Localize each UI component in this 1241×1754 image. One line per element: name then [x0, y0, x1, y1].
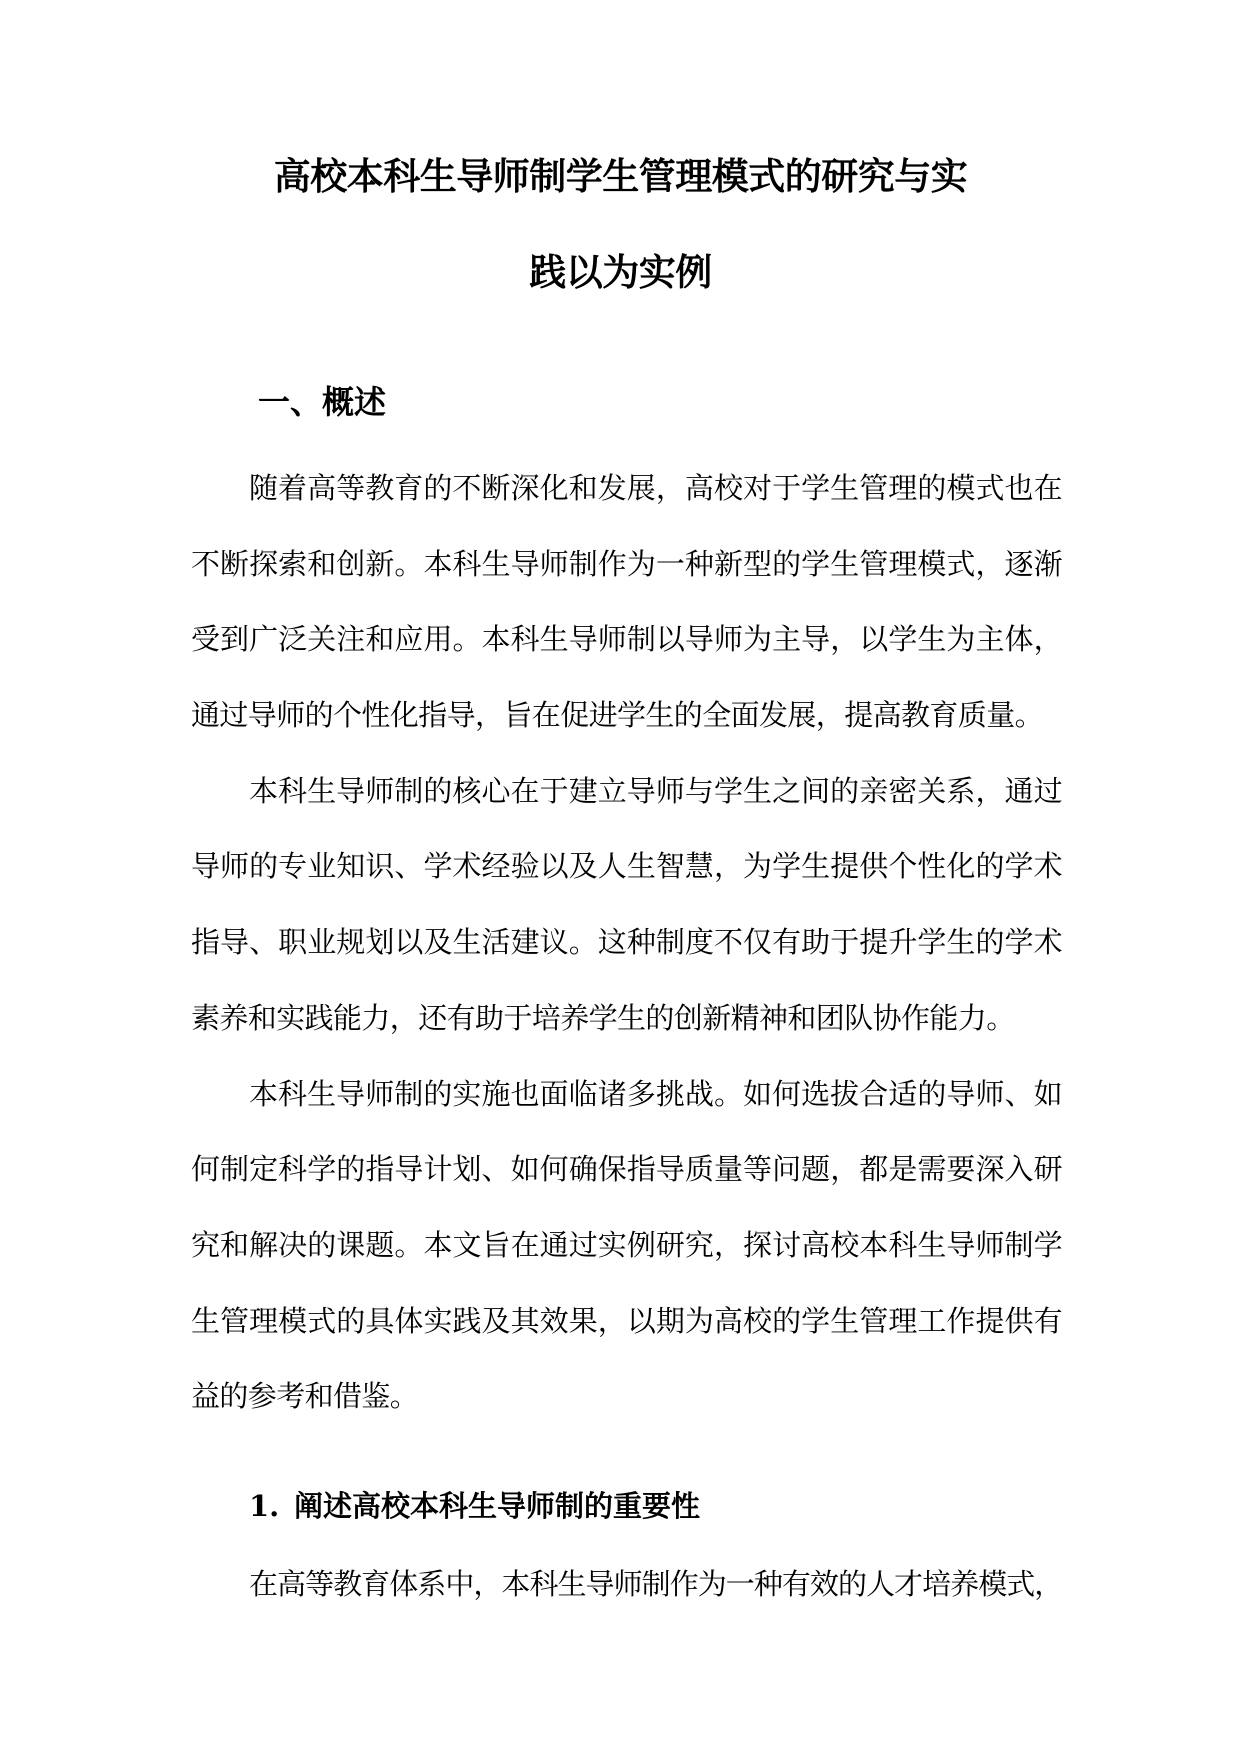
text-line: 通过导师的个性化指导，旨在促进学生的全面发展，提高教育质量。: [191, 698, 1044, 733]
text-line: 生管理模式的具体实践及其效果，以期为高校的学生管理工作提供有: [191, 1303, 1062, 1338]
paragraph: [191, 1057, 1062, 1435]
text-line: 本科生导师制的核心在于建立导师与学生之间的亲密关系，通过: [249, 773, 1062, 808]
text-line: 受到广泛关注和应用。本科生导师制以导师为主导，以学生为主体，: [191, 622, 1062, 657]
paragraph: [191, 1547, 1062, 1623]
subsection-number: 1.: [249, 1489, 280, 1523]
text-line: 指导、职业规划以及生活建议。这种制度不仅有助于提升学生的学术: [191, 925, 1062, 960]
text-line: 不断探索和创新。本科生导师制作为一种新型的学生管理模式，逐渐: [191, 546, 1062, 581]
subsection-title: 阐述高校本科生导师制的重要性: [294, 1489, 701, 1523]
text-line: 素养和实践能力，还有助于培养学生的创新精神和团队协作能力。: [191, 1000, 1015, 1035]
document-title: [0, 128, 1241, 320]
section-body: [191, 1547, 1062, 1623]
text-line: 何制定科学的指导计划、如何确保指导质量等问题，都是需要深入研: [191, 1152, 1062, 1187]
section-body: [191, 451, 1062, 1435]
text-line: 益的参考和借鉴。: [191, 1379, 419, 1414]
text-line: 在高等教育体系中，本科生导师制作为一种有效的人才培养模式，: [249, 1567, 1062, 1601]
title-line: 高校本科生导师制学生管理模式的研究与实: [273, 154, 968, 198]
text-line: 导师的专业知识、学术经验以及人生智慧，为学生提供个性化的学术: [191, 849, 1062, 884]
paragraph: [191, 451, 1062, 754]
title-line: 践以为实例: [529, 250, 712, 294]
text-line: 究和解决的课题。本文旨在通过实例研究，探讨高校本科生导师制学: [191, 1227, 1062, 1262]
text-line: 随着高等教育的不断深化和发展，高校对于学生管理的模式也在: [249, 471, 1062, 505]
text-line: 本科生导师制的实施也面临诸多挑战。如何选拔合适的导师、如: [249, 1076, 1062, 1111]
section-heading: 一、概述: [258, 383, 387, 421]
paragraph: [191, 754, 1062, 1057]
subsection-heading: [249, 1486, 700, 1526]
